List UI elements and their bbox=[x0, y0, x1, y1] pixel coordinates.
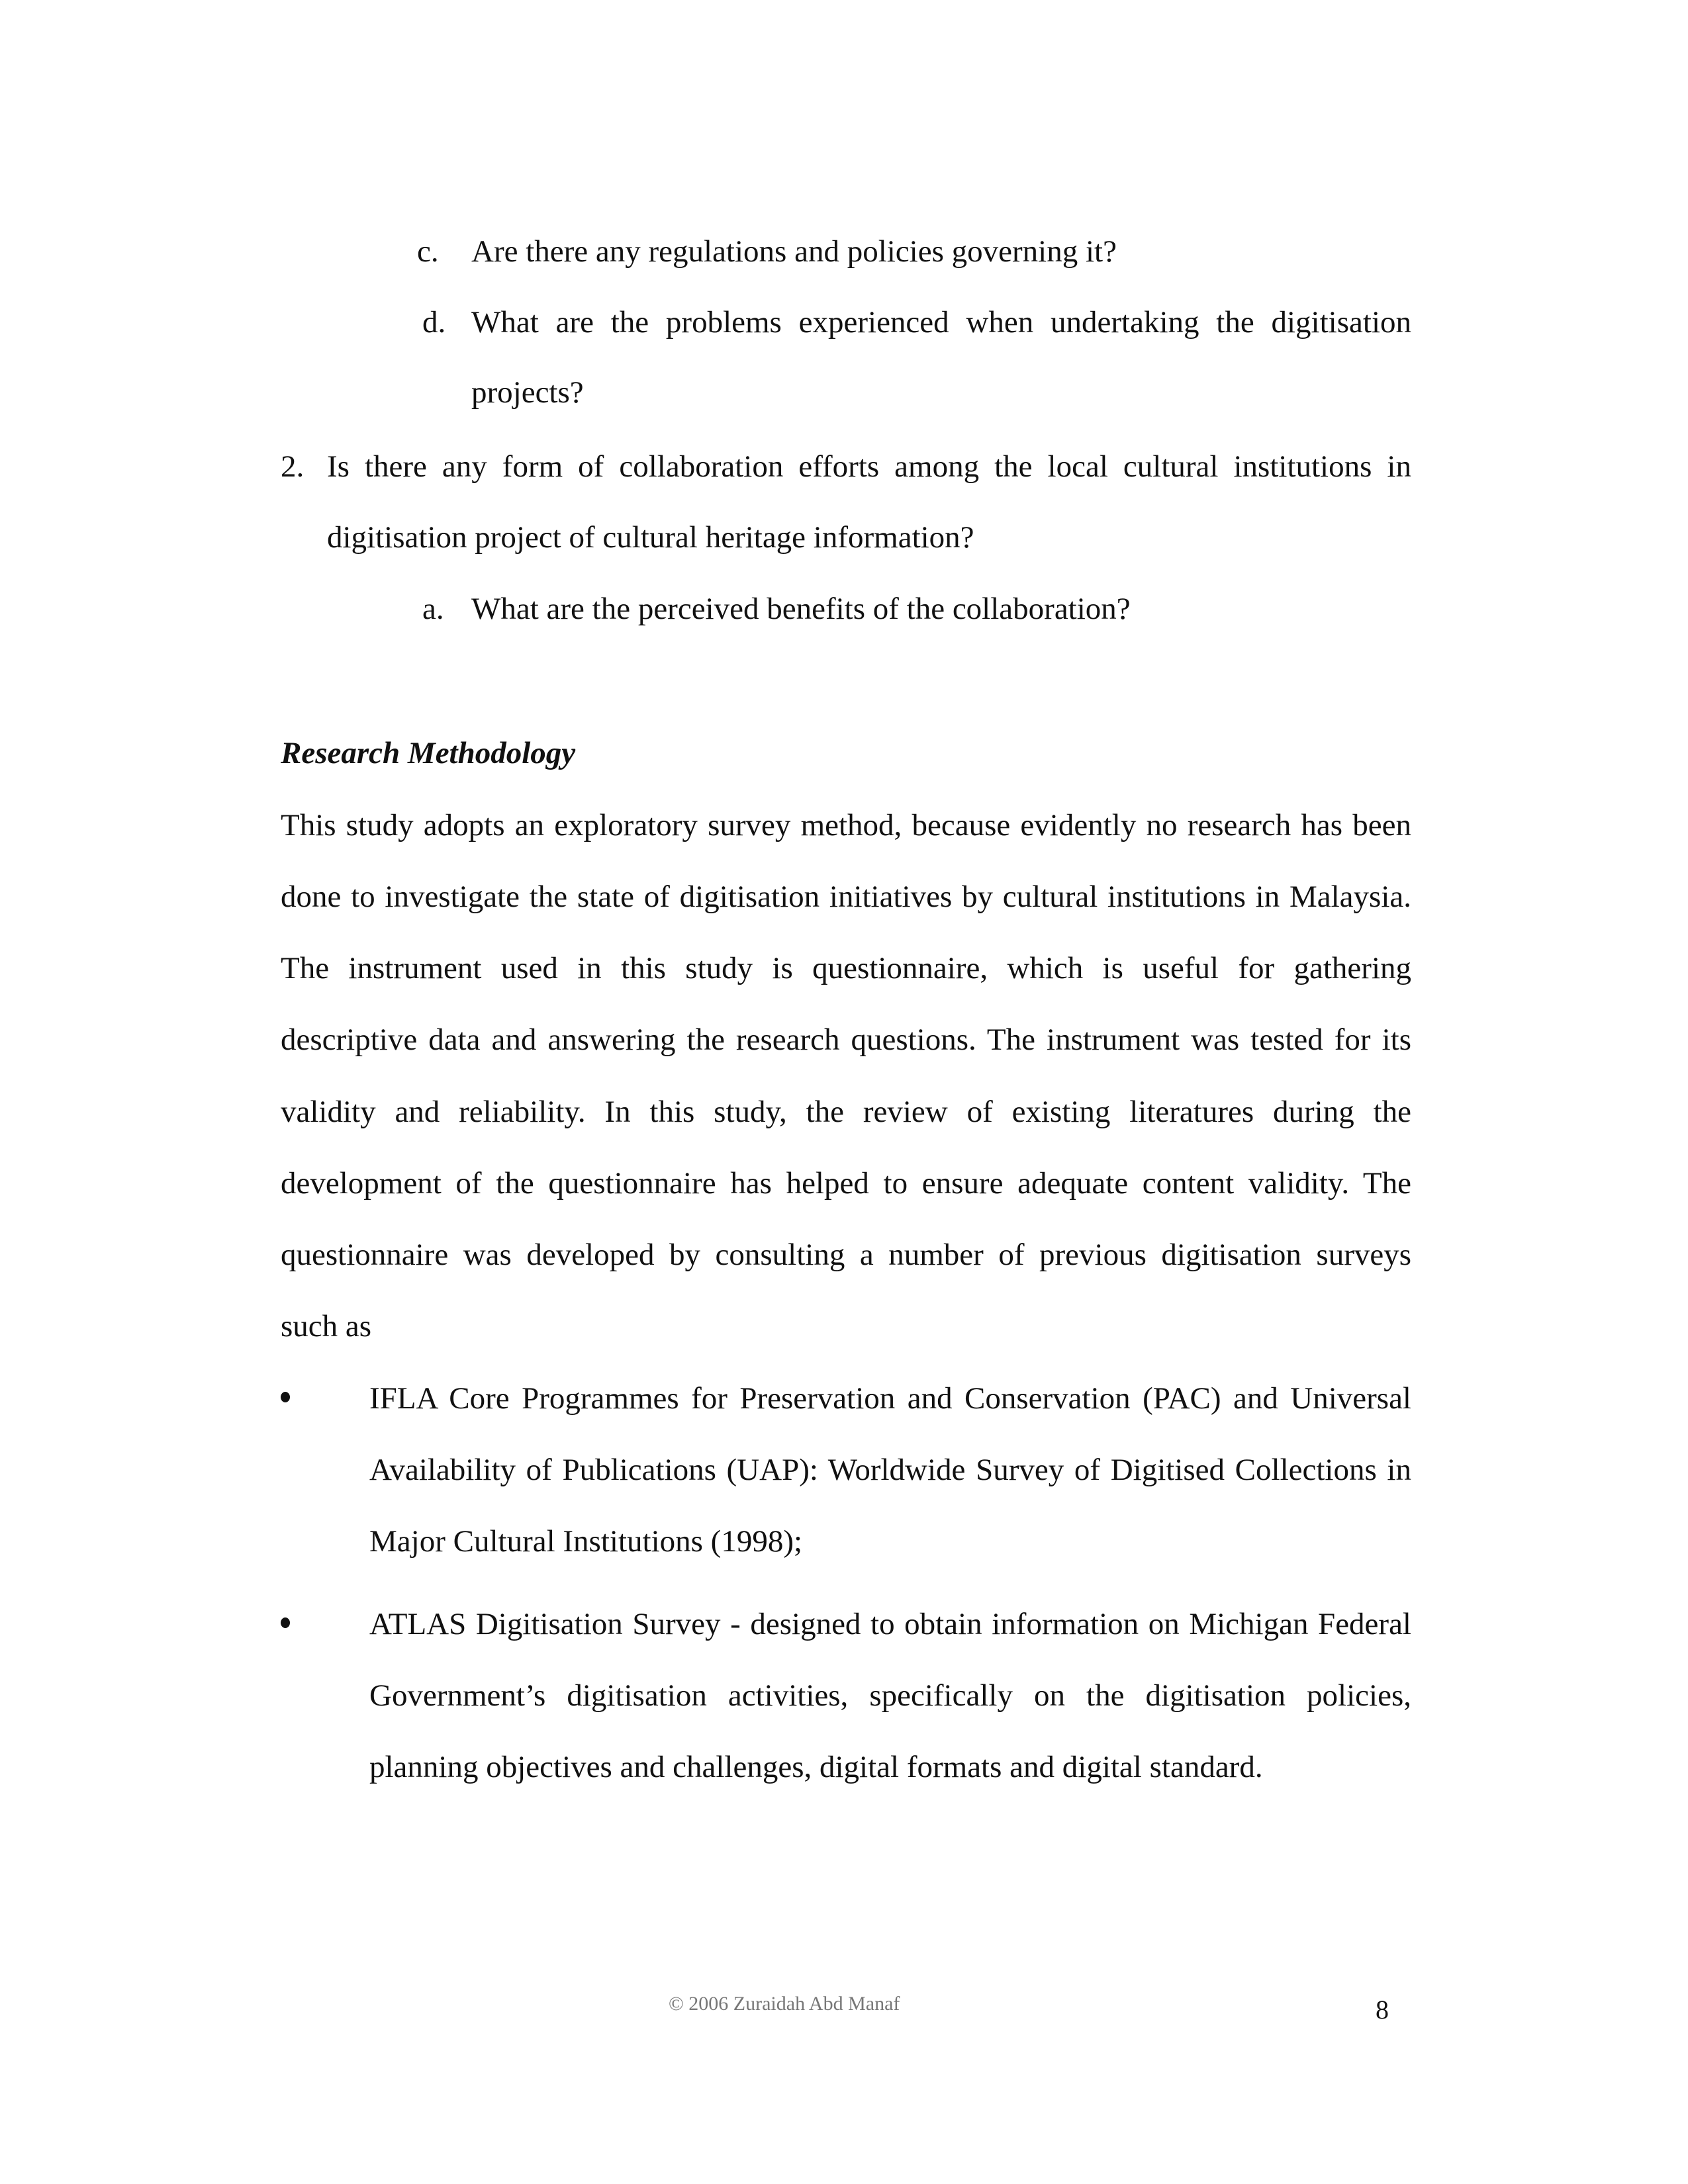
footer-copyright: © 2006 Zuraidah Abd Manaf bbox=[669, 1993, 900, 2015]
page-number: 8 bbox=[1376, 1995, 1389, 2025]
question-2a-text: What are the perceived benefits of the collaboration? bbox=[471, 592, 1131, 626]
list-marker-c: c. bbox=[417, 234, 439, 269]
bullet-2-line2: Government’s digitisation activities, specifically on the digitisation policies, bbox=[369, 1678, 1411, 1713]
paragraph-line: The instrument used in this study is questionnaire, which is useful for gathering bbox=[281, 951, 1411, 985]
question-1d-text-line1: What are the problems experienced when undertaking the digitisation bbox=[471, 305, 1411, 340]
list-marker-2: 2. bbox=[281, 449, 305, 484]
bullet-2-line1: ATLAS Digitisation Survey - designed to obtain information on Michigan Federal bbox=[369, 1607, 1411, 1641]
paragraph-line: validity and reliability. In this study, the review of existing literatures during the bbox=[281, 1095, 1411, 1129]
bullet-1-line2: Availability of Publications (UAP): Worldwide Survey of Digitised Collections in bbox=[369, 1453, 1411, 1487]
bullet-icon bbox=[281, 1392, 290, 1402]
paragraph-line: questionnaire was developed by consulting a number of previous digitisation surveys bbox=[281, 1238, 1411, 1272]
bullet-2-line3: planning objectives and challenges, digital formats and digital standard. bbox=[369, 1750, 1263, 1784]
section-heading: Research Methodology bbox=[281, 736, 576, 770]
list-marker-a: a. bbox=[422, 592, 444, 626]
bullet-1-line1: IFLA Core Programmes for Preservation and Conservation (PAC) and Universal bbox=[369, 1381, 1411, 1416]
paragraph-line: descriptive data and answering the research questions. The instrument was tested for its bbox=[281, 1023, 1411, 1057]
question-2-text-line1: Is there any form of collaboration efforts among the local cultural institutions in bbox=[327, 449, 1411, 484]
question-1d-text-line2: projects? bbox=[471, 375, 584, 410]
bullet-icon bbox=[281, 1617, 290, 1628]
question-2-text-line2: digitisation project of cultural heritage information? bbox=[327, 520, 974, 555]
paragraph-line: such as bbox=[281, 1309, 372, 1343]
question-1c-text: Are there any regulations and policies governing it? bbox=[471, 234, 1117, 269]
list-marker-d: d. bbox=[422, 305, 446, 340]
bullet-1-line3: Major Cultural Institutions (1998); bbox=[369, 1524, 803, 1559]
paragraph-line: development of the questionnaire has helped to ensure adequate content validity. The bbox=[281, 1166, 1411, 1201]
paragraph-line: done to investigate the state of digitisation initiatives by cultural institutions in Malaysia. bbox=[281, 880, 1411, 914]
paragraph-line: This study adopts an exploratory survey method, because evidently no research has been bbox=[281, 808, 1411, 842]
